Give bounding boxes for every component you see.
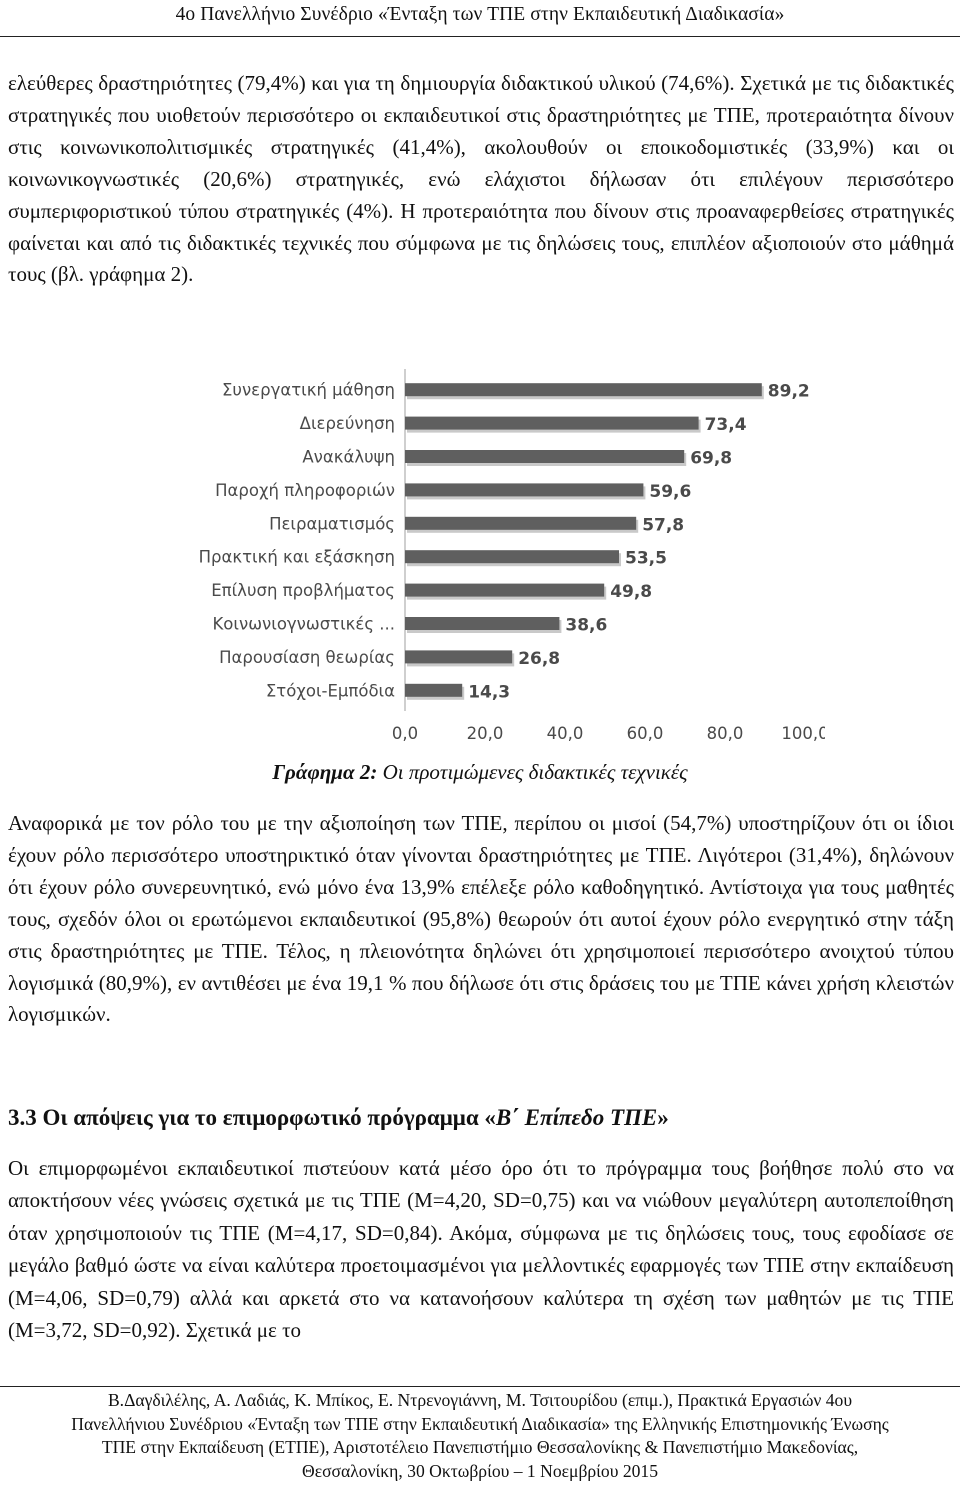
- paragraph-1: ελεύθερες δραστηριότητες (79,4%) και για τη δημιουργία διδακτικού υλικού (74,6%). Σχετικά με τις διδακτικές στρατηγικές που υιοθετούν περισσότερο οι εκπαιδευτικοί στις δραστηριότητες με ΤΠΕ, προτεραιότητα δίνουν στις κοινωνικοπολιτισμικές στρατηγικές (41,4%), ακολουθούν οι εποικοδομιστικές (33,9%) και οι κοινωνικογνωστικές (20,6%) στρατηγικές, ενώ ελάχιστοι δήλωσαν ότι επιλέγουν περισσότερο συμπεριφοριστικού τύπου στρατηγικές (4%). Η προτεραιότητα που δίνουν στις προαναφερθείσες στρατηγικές φαίνεται και από τις διδακτικές τεχνικές που σύμφωνα με τις δηλώσεις τους, επιπλέον αξιοποιούν στο μάθημά τους (βλ. γράφημα 2).: [8, 71, 954, 287]
- section-heading-prefix: 3.3 Οι απόψεις για το επιμορφωτικό πρόγραμμα «: [8, 1105, 496, 1130]
- x-tick-label: 80,0: [706, 724, 744, 743]
- category-label: Συνεργατική μάθηση: [221, 380, 395, 400]
- section-heading-italic: Β΄ Επίπεδο ΤΠΕ: [495, 1105, 658, 1130]
- data-label: 53,5: [625, 548, 667, 569]
- category-label: Στόχοι-Εμπόδια: [265, 681, 395, 701]
- paragraph-3: Οι επιμορφωμένοι εκπαιδευτικοί πιστεύουν κατά μέσο όρο ότι το πρόγραμμα τους βοήθησε πολύ στο να αποκτήσουν νέες γνώσεις σχετικά με τις ΤΠΕ (M=4,20, SD=0,75) και να νιώθουν μεγαλύτερη αυτοπεποίθηση όταν χρησιμοποιούν τις ΤΠΕ (M=4,17, SD=0,84). Ακόμα, σύμφωνα με τις δηλώσεις τους, τους εφοδίασε σε μεγάλο βαθμό ώστε να είναι καλύτερα προετοιμασμένοι για μελλοντικές εφαρμογές των ΤΠΕ στην εκπαίδευση (M=4,06, SD=0,79) αλλά και αρκετά στο να κατανοήσουν καλύτερα τη σχέση των μαθητών με τις ΤΠΕ (M=3,72, SD=0,92). Σχετικά με το: [8, 1156, 954, 1343]
- x-tick-label: 40,0: [546, 724, 584, 743]
- category-label: Πειραματισμός: [269, 514, 395, 534]
- footer-line-3: ΤΠΕ στην Εκπαίδευση (ΕΤΠΕ), Αριστοτέλειο Πανεπιστήμιο Θεσσαλονίκης & Πανεπιστήμιο Μακεδονίας,: [101, 1437, 859, 1457]
- category-label: Παρουσίαση θεωρίας: [219, 647, 395, 667]
- paragraph-2: Αναφορικά με τον ρόλο του με την αξιοποίηση των ΤΠΕ, περίπου οι μισοί (54,7%) υποστηρίζουν ότι οι ίδιοι έχουν ρόλο περισσότερο υποστηρικτικό όταν γίνονται δραστηριότητες με ΤΠΕ. Λιγότεροι (31,4%), δηλώνουν ότι έχουν ρόλο συνερευνητικό, ενώ μόνο ένα 13,9% επέλεξε ρόλο καθοδηγητικό. Αντίστοιχα για τους μαθητές τους, σχεδόν όλοι οι ερωτώμενοι εκπαιδευτικοί (95,8%) θεωρούν ότι αυτοί έχουν ρόλο ενεργητικό στην τάξη στις δραστηριότητες με ΤΠΕ. Τέλος, η πλειονότητα δηλώνει ότι χρησιμοποιεί περισσότερο ανοιχτού τύπου λογισμικά (80,9%), εν αντιθέσει με ένα 19,1 % που δήλωσε ότι στις δράσεις του με ΤΠΕ κάνει χρήση κλειστών λογισμικών.: [8, 811, 954, 1027]
- bar: [405, 550, 619, 563]
- bar: [405, 450, 684, 463]
- bar: [405, 650, 512, 663]
- data-label: 26,8: [518, 648, 561, 669]
- section-heading: [8, 1105, 954, 1131]
- caption-text: Οι προτιμώμενες διδακτικές τεχνικές: [377, 760, 688, 784]
- running-header: 4ο Πανελλήνιο Συνέδριο «Ένταξη των ΤΠΕ στην Εκπαιδευτική Διαδικασία»: [175, 4, 785, 25]
- footer-line-1: Β.Δαγδιλέλης, Α. Λαδιάς, Κ. Μπίκος, Ε. Ντρενογιάννη, Μ. Τσιτουρίδου (επιμ.), Πρακτικά Εργασιών 4ου: [107, 1390, 853, 1410]
- data-label: 57,8: [642, 515, 685, 536]
- x-tick-label: 0,0: [391, 724, 419, 743]
- bar: [405, 483, 643, 496]
- data-label: 59,6: [649, 481, 692, 502]
- header-rule: [0, 36, 960, 37]
- footer-line-2: Πανελλήνιου Συνέδριου «Ένταξη των ΤΠΕ στην Εκπαιδευτική Διαδικασία» της Ελληνικής Επιστημονικής Ένωσης: [71, 1413, 889, 1434]
- bar: [405, 617, 559, 630]
- bar: [405, 517, 636, 530]
- category-label: Διερεύνηση: [299, 414, 395, 434]
- category-label: Κοινωνιογνωστικές ...: [212, 614, 395, 634]
- data-label: 49,8: [610, 582, 653, 603]
- data-label: 69,8: [690, 448, 733, 469]
- footer-line-4: Θεσσαλονίκη, 30 Οκτωβρίου – 1 Νοεμβρίου 2015: [301, 1460, 659, 1481]
- x-tick-label: 60,0: [626, 724, 664, 743]
- footer-rule: [0, 1386, 960, 1387]
- x-tick-label: 100,0: [781, 724, 825, 743]
- data-label: 73,4: [704, 415, 747, 436]
- figure-caption: [0, 760, 960, 785]
- x-tick-label: 20,0: [466, 724, 504, 743]
- bar: [405, 383, 762, 396]
- data-label: 89,2: [767, 381, 810, 402]
- bar-chart-svg: [150, 365, 825, 745]
- page-footer: [0, 1389, 960, 1483]
- category-label: Ανακάλυψη: [302, 447, 395, 467]
- category-label: Παροχή πληροφοριών: [215, 480, 395, 500]
- techniques-chart: [150, 365, 825, 745]
- caption-number: Γράφημα 2:: [272, 760, 378, 784]
- bar: [405, 584, 604, 597]
- section-heading-suffix: »: [657, 1105, 669, 1130]
- data-label: 14,3: [468, 682, 511, 703]
- bar: [405, 684, 462, 697]
- data-label: 38,6: [565, 615, 608, 636]
- category-label: Πρακτική και εξάσκηση: [198, 547, 395, 567]
- bar: [405, 417, 699, 430]
- category-label: Επίλυση προβλήματος: [211, 581, 395, 601]
